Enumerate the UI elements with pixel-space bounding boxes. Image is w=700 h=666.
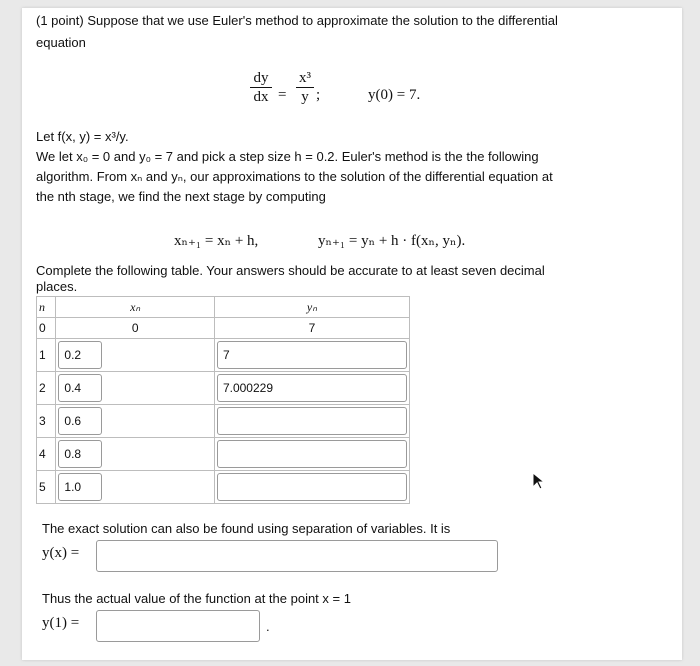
row-n: 0: [37, 318, 56, 339]
exact-solution-label: y(x) =: [42, 545, 80, 561]
let-definition: Let f(x, y) = x³/y.: [36, 129, 129, 144]
xn-input-2[interactable]: 0.4: [58, 374, 102, 402]
table-row: [37, 471, 410, 504]
header-yn: yₙ: [214, 297, 409, 318]
equals-sign: =: [278, 87, 287, 103]
row-n: 4: [37, 438, 56, 471]
description-line-2: algorithm. From xₙ and yₙ, our approximations to the solution of the differential equation at: [36, 169, 553, 184]
row-n: 3: [37, 405, 56, 438]
header-xn: xₙ: [56, 297, 215, 318]
problem-card: [22, 8, 682, 660]
x3-over-y-fraction: x³ y: [296, 70, 314, 105]
points-label: (1 point) Suppose that we use Euler's method to approximate the solution to the differential: [36, 13, 558, 28]
yn-input-2[interactable]: 7.000229: [217, 374, 407, 402]
mouse-pointer-icon: [532, 472, 546, 490]
actual-value-text: Thus the actual value of the function at the point x = 1: [42, 591, 351, 606]
xn-input-5[interactable]: 1.0: [58, 473, 102, 501]
formula-y-next: yₙ₊₁ = yₙ + h · f(xₙ, yₙ).: [318, 233, 466, 249]
formula-x-next: xₙ₊₁ = xₙ + h,: [174, 233, 259, 249]
table-row: [37, 405, 410, 438]
yn-input-1[interactable]: 7: [217, 341, 407, 369]
row-yn: 7: [214, 318, 409, 339]
actual-value-input[interactable]: [96, 610, 260, 642]
exact-solution-text: The exact solution can also be found using separation of variables. It is: [42, 521, 451, 536]
semicolon: ;: [316, 87, 321, 103]
table-header-row: [37, 297, 410, 318]
header-n: n: [37, 297, 56, 318]
trailing-period: .: [266, 619, 270, 634]
euler-table: [36, 296, 410, 504]
xn-input-3[interactable]: 0.6: [58, 407, 102, 435]
table-row: [37, 438, 410, 471]
exact-solution-input[interactable]: [96, 540, 498, 572]
instruction-line-1: Complete the following table. Your answers should be accurate to at least seven decimal: [36, 263, 545, 278]
yn-input-3[interactable]: [217, 407, 407, 435]
yn-input-4[interactable]: [217, 440, 407, 468]
row-n: 5: [37, 471, 56, 504]
xn-input-4[interactable]: 0.8: [58, 440, 102, 468]
actual-value-label: y(1) =: [42, 615, 80, 631]
row-xn: 0: [56, 318, 215, 339]
intro-line-2: equation: [36, 35, 86, 50]
yn-input-5[interactable]: [217, 473, 407, 501]
dy-dx-fraction: dy dx: [250, 70, 272, 105]
table-row: [37, 318, 410, 339]
initial-condition: y(0) = 7.: [368, 87, 421, 103]
description-line-1: We let x₀ = 0 and y₀ = 7 and pick a step size h = 0.2. Euler's method is the the following: [36, 149, 539, 164]
description-line-3: the nth stage, we find the next stage by computing: [36, 189, 326, 204]
row-n: 1: [37, 339, 56, 372]
table-row: [37, 339, 410, 372]
xn-input-1[interactable]: 0.2: [58, 341, 102, 369]
table-row: [37, 372, 410, 405]
row-n: 2: [37, 372, 56, 405]
instruction-line-2: places.: [36, 279, 78, 294]
